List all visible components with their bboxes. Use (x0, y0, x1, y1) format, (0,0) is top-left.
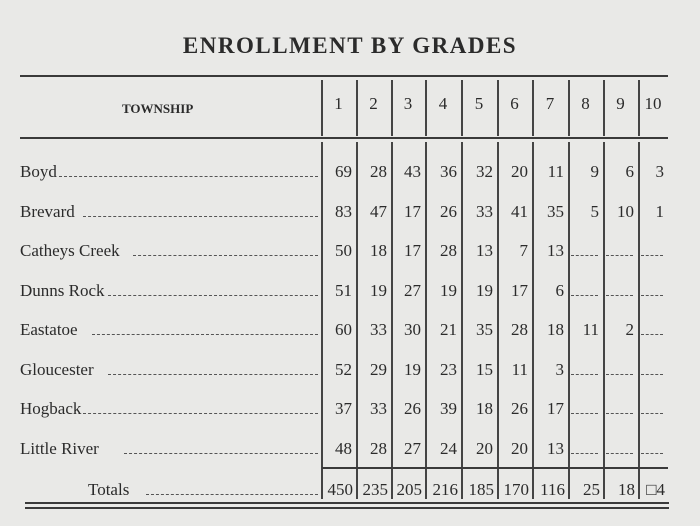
total-value: 18 (618, 480, 635, 499)
grade-header: 1 (334, 94, 343, 113)
enrollment-value: 10 (617, 202, 634, 221)
bottom-rule-2 (25, 507, 669, 509)
enrollment-value: 51 (335, 281, 352, 300)
empty-cell (606, 413, 633, 414)
empty-cell (641, 453, 663, 454)
enrollment-value: 13 (476, 241, 493, 260)
enrollment-value: 27 (404, 281, 421, 300)
page-title: ENROLLMENT BY GRADES (182, 33, 518, 58)
enrollment-value: 17 (404, 202, 421, 221)
township-name: Hogback (20, 399, 82, 418)
township-name: Gloucester (20, 360, 94, 379)
empty-cell (571, 413, 598, 414)
bottom-rule-1 (25, 502, 669, 504)
empty-cell (606, 255, 633, 256)
enrollment-value: 26 (511, 399, 528, 418)
enrollment-value: 19 (440, 281, 457, 300)
enrollment-value: 11 (582, 320, 599, 339)
enrollment-value: 36 (440, 162, 457, 181)
enrollment-value: 27 (404, 439, 421, 458)
township-header: TOWNSHIP (122, 101, 194, 116)
total-value: 235 (362, 480, 388, 499)
empty-cell (571, 453, 598, 454)
enrollment-value: 7 (519, 241, 528, 260)
total-value: 116 (540, 480, 565, 499)
enrollment-value: 29 (370, 360, 387, 379)
total-value: 205 (396, 480, 422, 499)
enrollment-value: 21 (440, 320, 457, 339)
enrollment-value: 33 (370, 320, 387, 339)
empty-cell (606, 374, 633, 375)
enrollment-value: 83 (335, 202, 352, 221)
empty-cell (606, 453, 633, 454)
grade-header: 4 (438, 94, 448, 113)
township-name: Little River (20, 439, 99, 458)
grade-header: 5 (474, 94, 484, 113)
enrollment-value: 48 (335, 439, 352, 458)
empty-cell (606, 295, 633, 296)
enrollment-value: 17 (547, 399, 564, 418)
empty-cell (641, 374, 663, 375)
enrollment-value: 18 (476, 399, 493, 418)
leader-dots (108, 374, 318, 375)
leader-dots (133, 255, 318, 256)
township-name: Eastatoe (20, 320, 78, 339)
enrollment-value: 69 (335, 162, 352, 181)
empty-cell (571, 295, 598, 296)
leader-dots (146, 494, 318, 495)
enrollment-value: 35 (476, 320, 493, 339)
enrollment-value: 19 (370, 281, 387, 300)
total-value: □4 (646, 480, 665, 499)
enrollment-value: 37 (335, 399, 352, 418)
total-value: 185 (468, 480, 494, 499)
enrollment-value: 3 (555, 360, 564, 379)
enrollment-value: 26 (404, 399, 421, 418)
empty-cell (641, 334, 663, 335)
enrollment-value: 17 (511, 281, 528, 300)
total-value: 216 (432, 480, 458, 499)
enrollment-value: 17 (404, 241, 421, 260)
leader-dots (83, 216, 318, 217)
enrollment-value: 41 (511, 202, 528, 221)
empty-cell (571, 255, 598, 256)
enrollment-value: 28 (440, 241, 457, 260)
enrollment-value: 18 (370, 241, 387, 260)
enrollment-value: 33 (370, 399, 387, 418)
enrollment-value: 18 (547, 320, 564, 339)
enrollment-value: 26 (440, 202, 457, 221)
enrollment-value: 20 (511, 162, 528, 181)
leader-dots (83, 413, 318, 414)
totals-rule (322, 467, 668, 469)
grade-header: 6 (510, 94, 519, 113)
total-value: 25 (583, 480, 600, 499)
township-name: Dunns Rock (20, 281, 105, 300)
enrollment-value: 28 (370, 162, 387, 181)
totals-label: Totals (88, 480, 130, 499)
enrollment-value: 1 (655, 202, 664, 221)
enrollment-value: 11 (511, 360, 528, 379)
empty-cell (641, 255, 663, 256)
enrollment-value: 60 (335, 320, 352, 339)
enrollment-value: 5 (590, 202, 599, 221)
grade-header: 7 (545, 94, 555, 113)
township-name: Catheys Creek (20, 241, 120, 260)
enrollment-value: 15 (476, 360, 493, 379)
enrollment-value: 19 (404, 360, 421, 379)
leader-dots (124, 453, 318, 454)
enrollment-value: 6 (555, 281, 564, 300)
enrollment-value: 6 (625, 162, 634, 181)
enrollment-value: 33 (476, 202, 493, 221)
enrollment-value: 11 (547, 162, 564, 181)
empty-cell (641, 295, 663, 296)
grade-header: 2 (369, 94, 378, 113)
column-divider (638, 142, 640, 499)
grade-header: 10 (644, 94, 662, 113)
township-name: Brevard (20, 202, 75, 221)
enrollment-value: 3 (655, 162, 664, 181)
enrollment-value: 39 (440, 399, 457, 418)
leader-dots (59, 176, 318, 177)
enrollment-value: 30 (404, 320, 421, 339)
grade-header: 3 (403, 94, 413, 113)
enrollment-value: 35 (547, 202, 564, 221)
grade-header: 8 (581, 94, 590, 113)
enrollment-value: 43 (404, 162, 421, 181)
enrollment-value: 20 (511, 439, 528, 458)
enrollment-value: 28 (370, 439, 387, 458)
leader-dots (92, 334, 318, 335)
enrollment-value: 9 (590, 162, 599, 181)
enrollment-value: 28 (511, 320, 528, 339)
header-bottom-rule (20, 137, 668, 139)
township-name: Boyd (20, 162, 57, 181)
total-value: 450 (327, 480, 353, 499)
enrollment-value: 52 (335, 360, 352, 379)
enrollment-value: 47 (370, 202, 387, 221)
top-rule (20, 75, 668, 77)
empty-cell (641, 413, 663, 414)
enrollment-value: 13 (547, 439, 564, 458)
enrollment-value: 23 (440, 360, 457, 379)
enrollment-value: 2 (625, 320, 634, 339)
enrollment-value: 20 (476, 439, 493, 458)
grade-header: 9 (616, 94, 625, 113)
enrollment-value: 50 (335, 241, 352, 260)
empty-cell (571, 374, 598, 375)
enrollment-value: 13 (547, 241, 564, 260)
enrollment-value: 19 (476, 281, 493, 300)
enrollment-value: 24 (440, 439, 457, 458)
enrollment-value: 32 (476, 162, 493, 181)
total-value: 170 (503, 480, 529, 499)
leader-dots (108, 295, 318, 296)
